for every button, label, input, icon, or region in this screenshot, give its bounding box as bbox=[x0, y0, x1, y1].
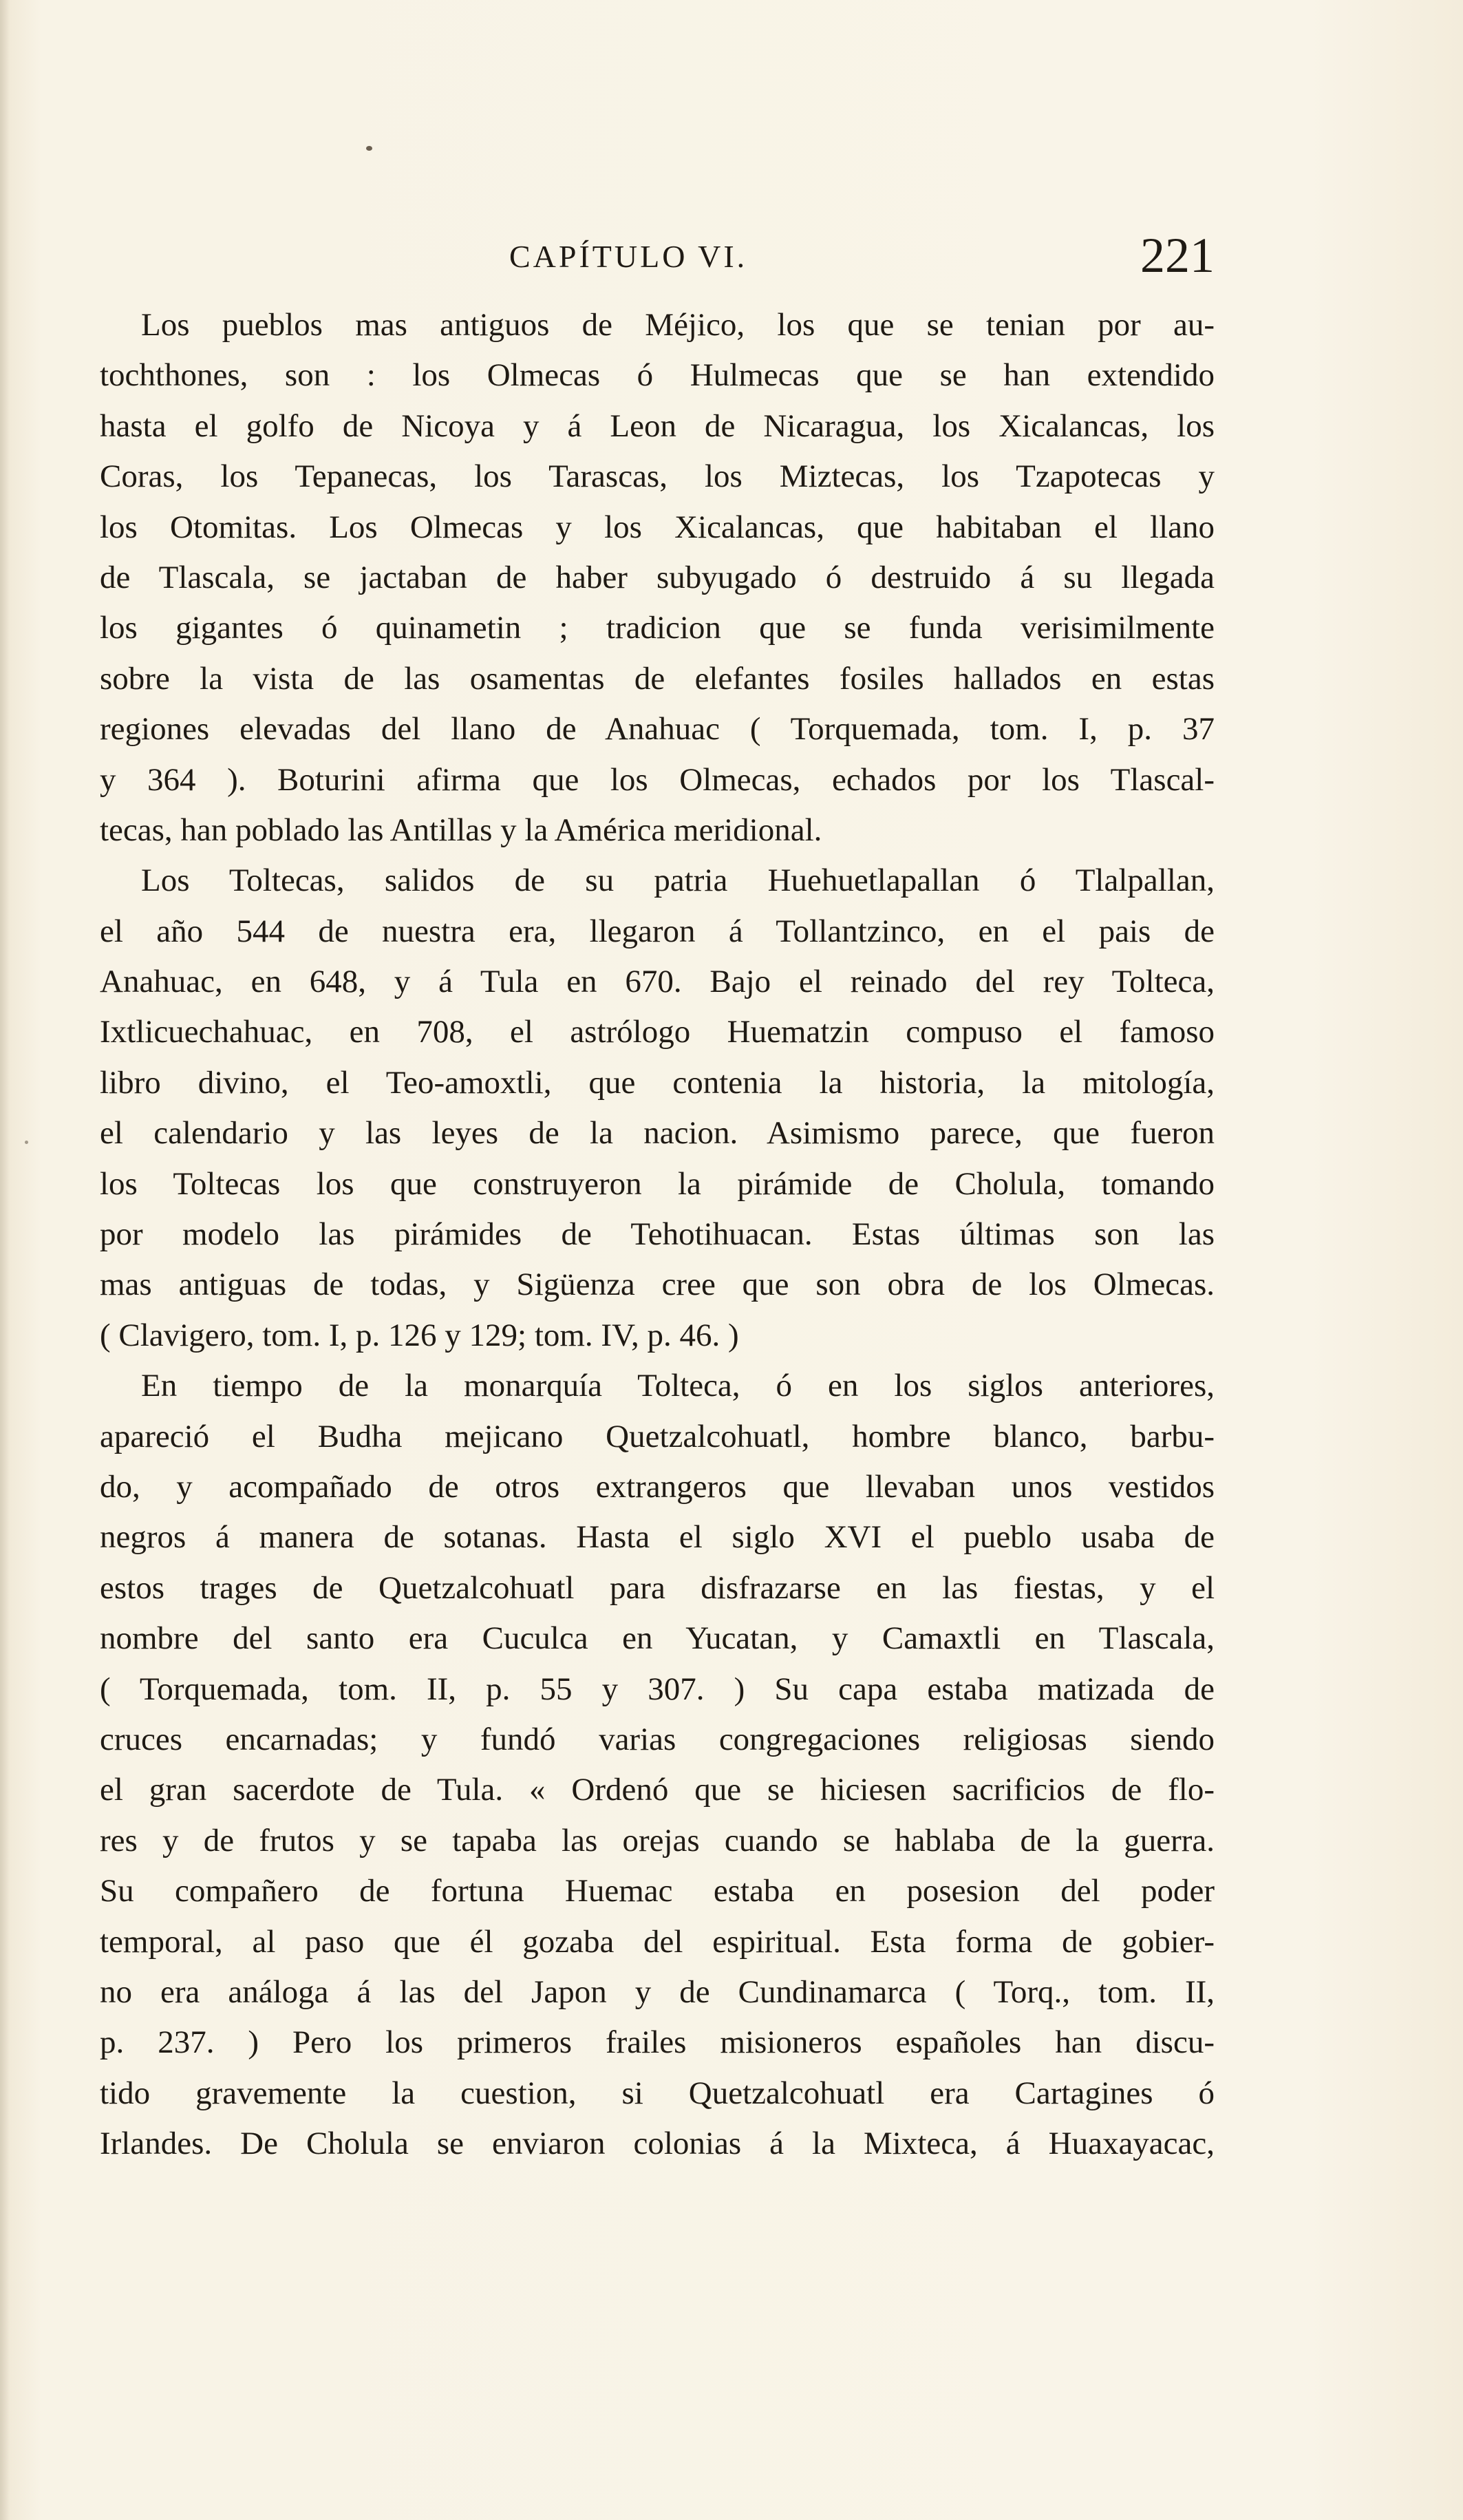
text-line: Los pueblos mas antiguos de Méjico, los que se tenian por au- bbox=[141, 307, 1215, 343]
text-line: libro divino, el Teo-amoxtli, que contenia la historia, la mitología, bbox=[100, 1064, 1215, 1101]
text-line: estos trages de Quetzalcohuatl para disfrazarse en las fiestas, y el bbox=[100, 1569, 1215, 1606]
text-line: mas antiguas de todas, y Sigüenza cree que son obra de los Olmecas. bbox=[100, 1267, 1215, 1303]
ink-speck bbox=[25, 1141, 28, 1144]
text-line: tecas, han poblado las Antillas y la América meridional. bbox=[100, 812, 822, 848]
text-line: regiones elevadas del llano de Anahuac ( Torquemada, tom. I, p. 37 bbox=[100, 711, 1215, 748]
text-line: los gigantes ó quinametin ; tradicion que se funda verisimilmente bbox=[100, 610, 1215, 646]
text-line: sobre la vista de las osamentas de elefantes fosiles hallados en estas bbox=[100, 660, 1215, 697]
text-line: los Toltecas los que construyeron la pirámide de Cholula, tomando bbox=[100, 1165, 1215, 1202]
ink-speck bbox=[366, 146, 372, 151]
text-line: do, y acompañado de otros extrangeros que llevaban unos vestidos bbox=[100, 1468, 1215, 1505]
text-line: tochthones, son : los Olmecas ó Hulmecas que se han extendido bbox=[100, 357, 1215, 394]
text-line: no era análoga á las del Japon y de Cundinamarca ( Torq., tom. II, bbox=[100, 1973, 1215, 2010]
running-title: CAPÍTULO VI. bbox=[509, 239, 748, 274]
text-line: En tiempo de la monarquía Tolteca, ó en los siglos anteriores, bbox=[141, 1368, 1215, 1404]
text-line: el calendario y las leyes de la nacion. Asimismo parece, que fueron bbox=[100, 1115, 1215, 1152]
text-line: hasta el golfo de Nicoya y á Leon de Nicaragua, los Xicalancas, los bbox=[100, 407, 1215, 444]
text-line: tido gravemente la cuestion, si Quetzalcohuatl era Cartagines ó bbox=[100, 2075, 1215, 2111]
text-line: Los Toltecas, salidos de su patria Huehuetlapallan ó Tlalpallan, bbox=[141, 862, 1215, 899]
page-header bbox=[100, 228, 1215, 286]
text-line: nombre del santo era Cuculca en Yucatan, y Camaxtli en Tlascala, bbox=[100, 1620, 1215, 1657]
text-line: ( Torquemada, tom. II, p. 55 y 307. ) Su capa estaba matizada de bbox=[100, 1671, 1215, 1707]
text-line: por modelo las pirámides de Tehotihuacan. Estas últimas son las bbox=[100, 1216, 1215, 1253]
body-text bbox=[100, 300, 1215, 2169]
page-gutter-shadow bbox=[0, 0, 10, 2520]
text-line: temporal, al paso que él gozaba del espiritual. Esta forma de gobier- bbox=[100, 1923, 1215, 1960]
text-line: negros á manera de sotanas. Hasta el siglo XVI el pueblo usaba de bbox=[100, 1519, 1215, 1556]
text-line: Anahuac, en 648, y á Tula en 670. Bajo el reinado del rey Tolteca, bbox=[100, 964, 1215, 1000]
text-line: Coras, los Tepanecas, los Tarascas, los Miztecas, los Tzapotecas y bbox=[100, 458, 1215, 495]
text-line: cruces encarnadas; y fundó varias congregaciones religiosas siendo bbox=[100, 1721, 1215, 1757]
text-line: el gran sacerdote de Tula. « Ordenó que se hiciesen sacrificios de flo- bbox=[100, 1772, 1215, 1808]
text-line: los Otomitas. Los Olmecas y los Xicalancas, que habitaban el llano bbox=[100, 509, 1215, 545]
text-line: y 364 ). Boturini afirma que los Olmecas, echados por los Tlascal- bbox=[100, 761, 1215, 798]
text-line: p. 237. ) Pero los primeros frailes misioneros españoles han discu- bbox=[100, 2024, 1215, 2061]
text-line: Irlandes. De Cholula se enviaron colonias á la Mixteca, á Huaxayacac, bbox=[100, 2126, 1215, 2162]
text-line: Ixtlicuechahuac, en 708, el astrólogo Huematzin compuso el famoso bbox=[100, 1014, 1215, 1050]
text-line: Su compañero de fortuna Huemac estaba en posesion del poder bbox=[100, 1873, 1215, 1909]
page-number: 221 bbox=[1140, 228, 1215, 283]
text-line: de Tlascala, se jactaban de haber subyugado ó destruido á su llegada bbox=[100, 559, 1215, 595]
text-line: ( Clavigero, tom. I, p. 126 y 129; tom. IV, p. 46. ) bbox=[100, 1317, 739, 1353]
text-line: apareció el Budha mejicano Quetzalcohuatl, hombre blanco, barbu- bbox=[100, 1418, 1215, 1454]
text-line: el año 544 de nuestra era, llegaron á Tollantzinco, en el pais de bbox=[100, 913, 1215, 949]
text-line: res y de frutos y se tapaba las orejas cuando se hablaba de la guerra. bbox=[100, 1822, 1215, 1859]
